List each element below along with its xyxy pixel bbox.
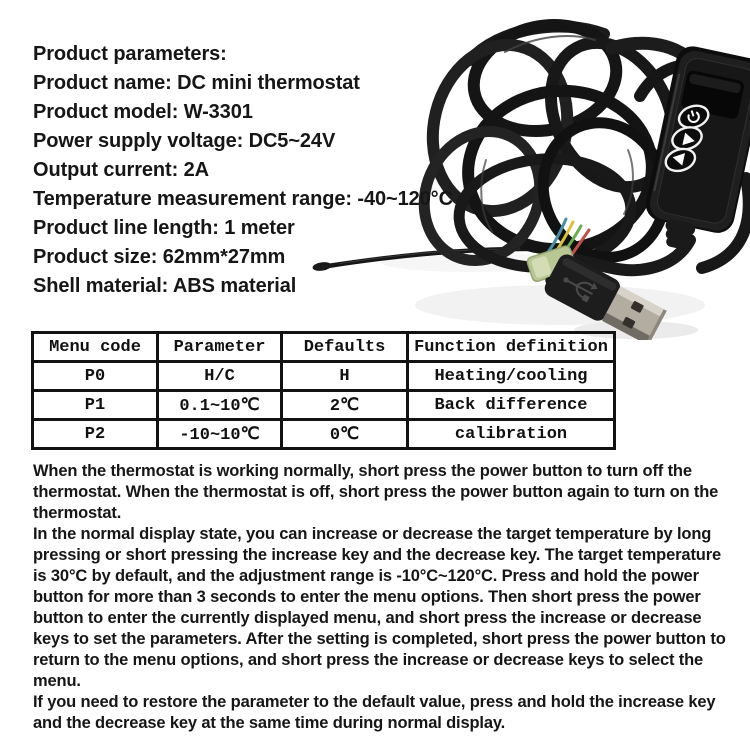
- cell-function: calibration: [408, 420, 615, 449]
- header-menu-code: Menu code: [33, 333, 158, 362]
- cell-parameter: -10~10℃: [158, 420, 282, 449]
- usage-instructions: [33, 461, 733, 734]
- table-row: [33, 391, 615, 420]
- spec-model: Product model: W-3301: [33, 101, 253, 123]
- header-defaults: Defaults: [282, 333, 408, 362]
- table-header-row: [33, 333, 615, 362]
- spec-size: Product size: 62mm*27mm: [33, 246, 286, 268]
- cell-menu-code: P0: [33, 362, 158, 391]
- instruction-paragraph-adjust: In the normal display state, you can increase or decrease the target temperature by long pressing or short pressing the increase key and the decrease key. The target temperature is 30°C by default, and the adjustment range is -10°C~120°C. Press and hold the power button for more than 3 seconds to enter the menu options. Then short press the power button to enter the currently displayed menu, and short press the increase or decrease keys to set the parameters. After the setting is completed, short press the power button to return to the menu options, and short press the increase or decrease keys to select the menu.: [33, 525, 726, 690]
- product-specs: [33, 40, 493, 301]
- spec-current: Output current: 2A: [33, 159, 209, 181]
- table-row: [33, 362, 615, 391]
- cell-parameter: 0.1~10℃: [158, 391, 282, 420]
- cell-default: H: [282, 362, 408, 391]
- cell-parameter: H/C: [158, 362, 282, 391]
- header-function: Function definition: [408, 333, 615, 362]
- spec-material: Shell material: ABS material: [33, 275, 297, 297]
- cell-default: 0℃: [282, 420, 408, 449]
- parameters-table: [31, 331, 616, 450]
- instruction-paragraph-restore: If you need to restore the parameter to the default value, press and hold the increase key and the decrease key at the same time during normal display.: [33, 693, 716, 732]
- cell-function: Heating/cooling: [408, 362, 615, 391]
- table-row: [33, 420, 615, 449]
- cell-menu-code: P2: [33, 420, 158, 449]
- instruction-paragraph-power: When the thermostat is working normally, short press the power button to turn off the thermostat. When the thermostat is off, short press the power button again to turn on the thermostat.: [33, 462, 719, 522]
- spec-line-length: Product line length: 1 meter: [33, 217, 295, 239]
- specs-title: Product parameters:: [33, 43, 227, 65]
- cell-menu-code: P1: [33, 391, 158, 420]
- header-parameter: Parameter: [158, 333, 282, 362]
- spec-voltage: Power supply voltage: DC5~24V: [33, 130, 336, 152]
- spec-temp-range: Temperature measurement range: -40~120°C: [33, 188, 453, 210]
- spec-name: Product name: DC mini thermostat: [33, 72, 360, 94]
- cell-function: Back difference: [408, 391, 615, 420]
- cell-default: 2℃: [282, 391, 408, 420]
